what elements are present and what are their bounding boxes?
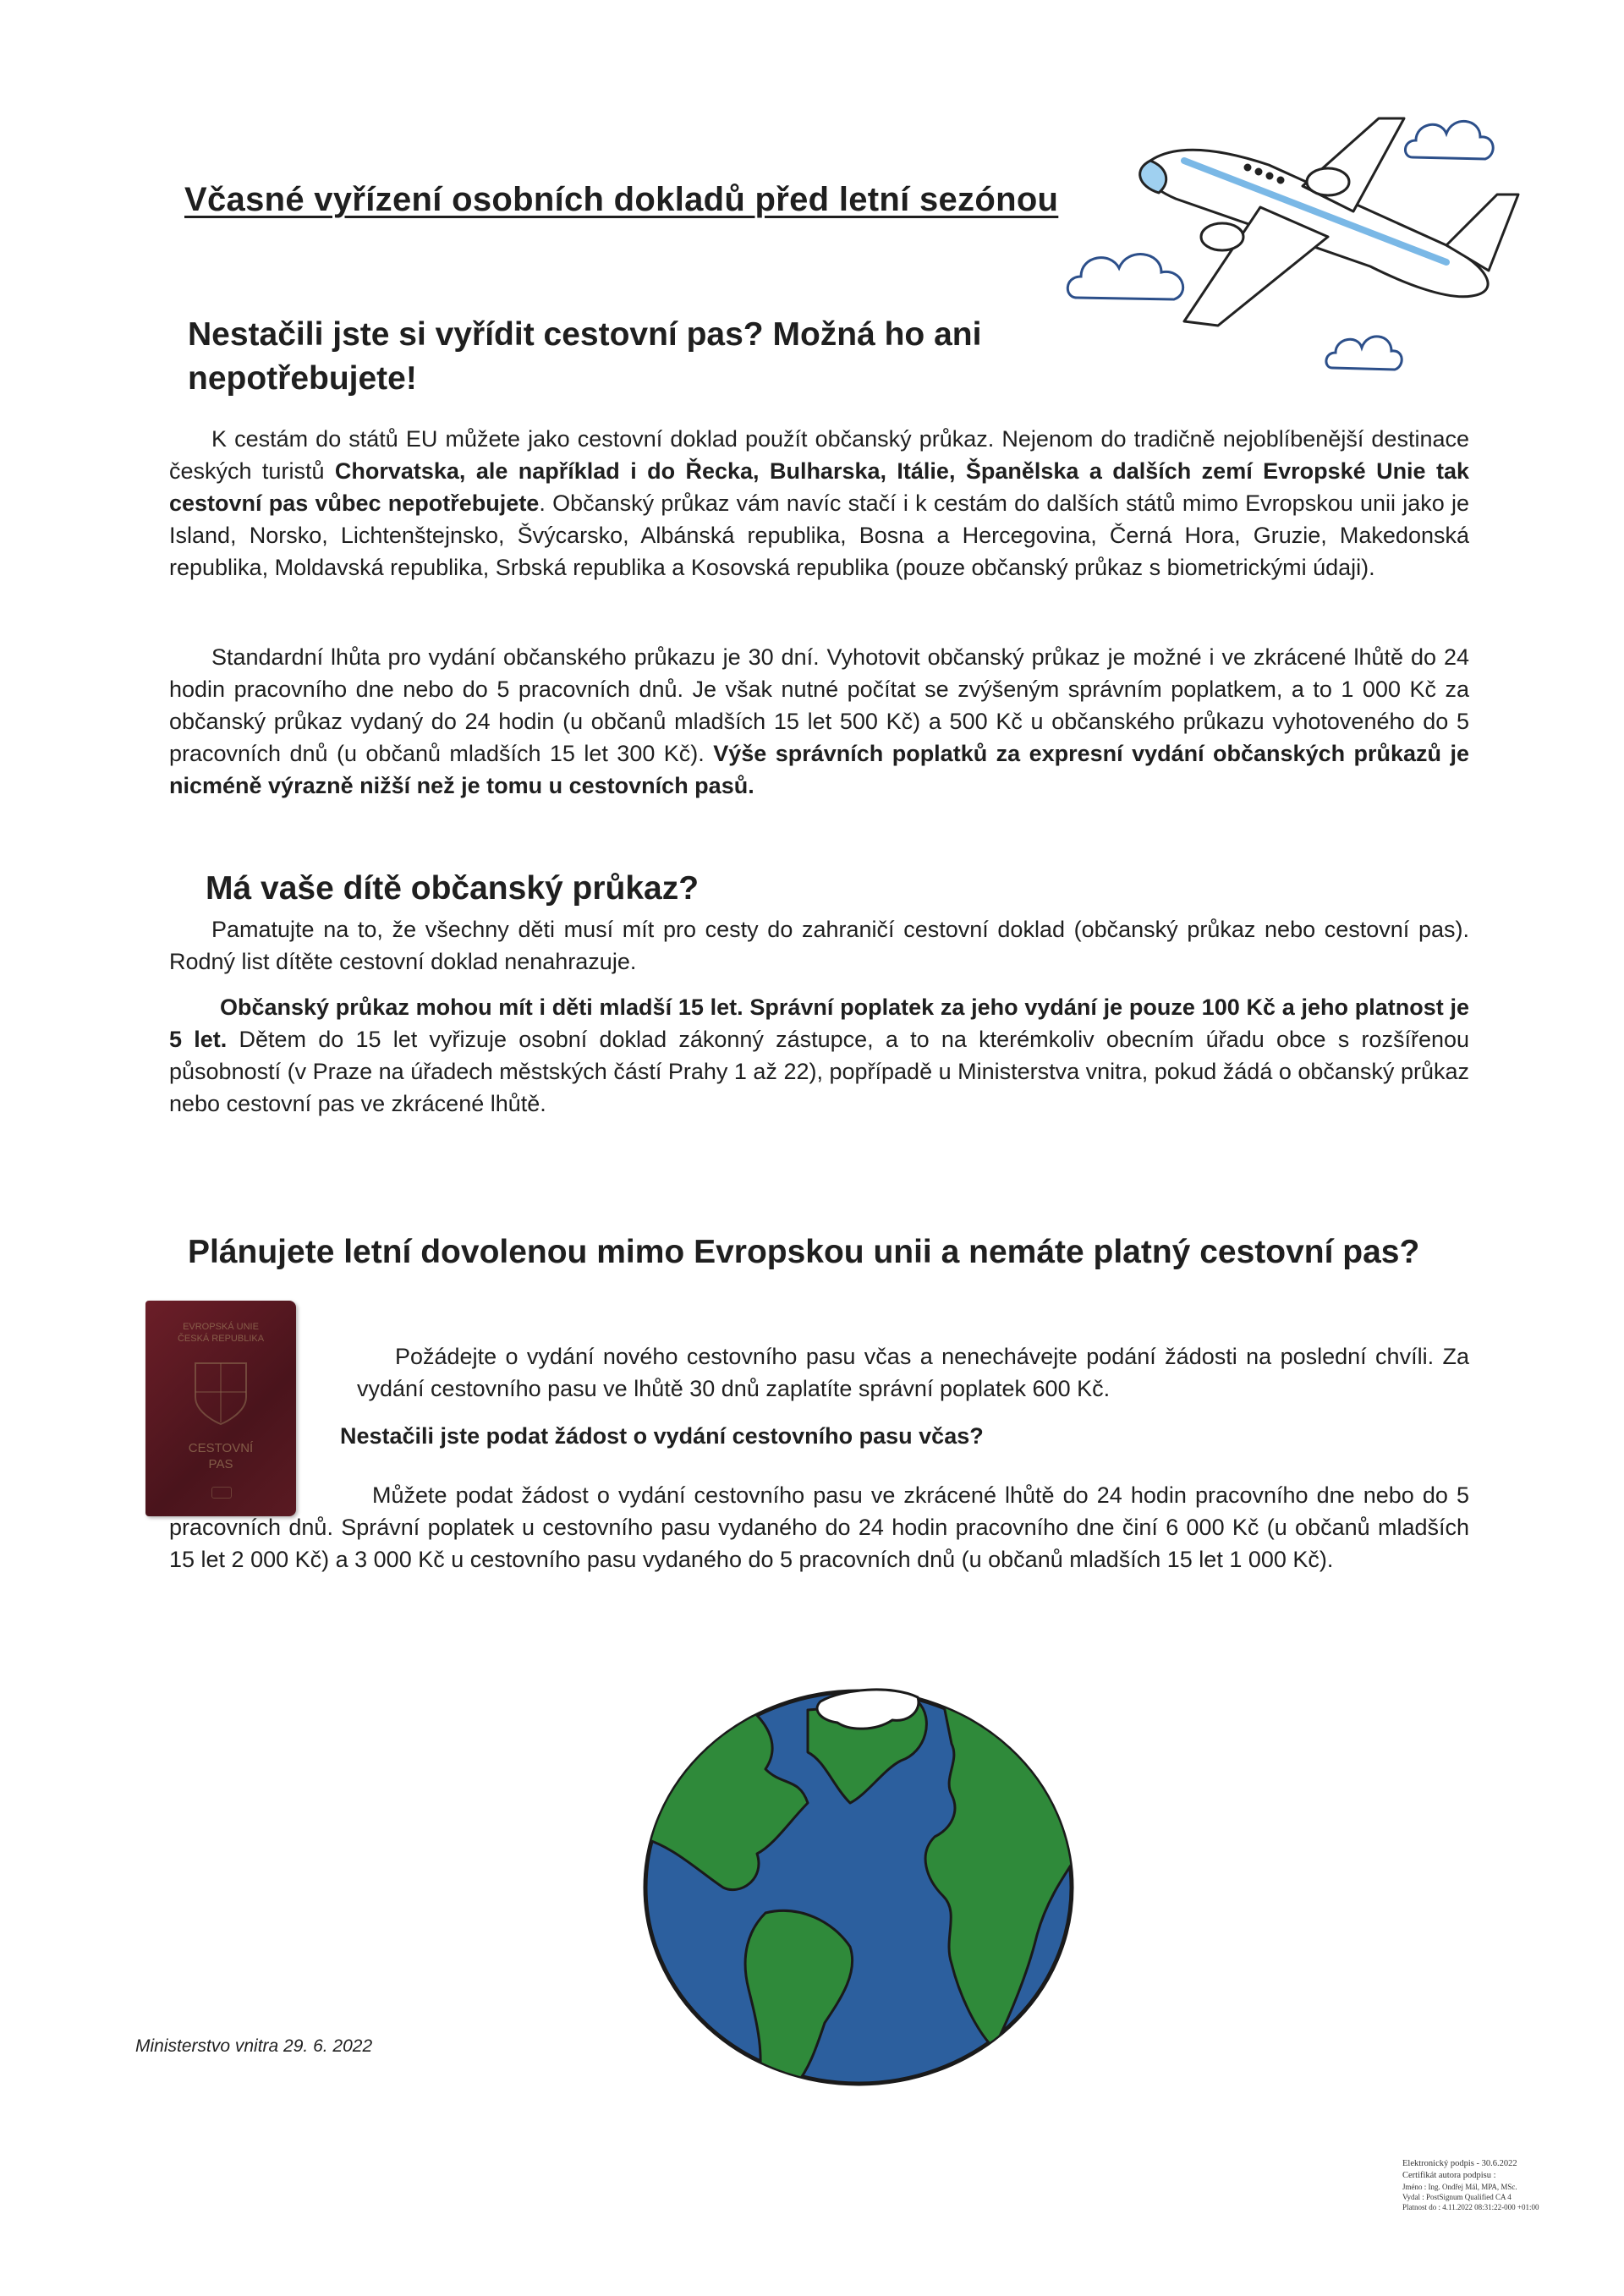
- signature-line: Certifikát autora podpisu :: [1402, 2171, 1496, 2180]
- paragraph: [169, 991, 1469, 1120]
- globe-illustration: [639, 1685, 1078, 2091]
- passport-text: CESTOVNÍ: [188, 1441, 254, 1455]
- signature-line: Platnost do : 4.11.2022 08:31:22-000 +01:00: [1402, 2203, 1539, 2211]
- footer-issuer-date: Ministerstvo vnitra 29. 6. 2022: [135, 2036, 373, 2056]
- cloud-icon: [1402, 108, 1495, 167]
- cloud-icon: [1324, 326, 1404, 376]
- paragraph-text: Standardní lhůta pro vydání občanského průkazu je 30 dní. Vyhotovit občanský průkaz je možné i ve zkrácené lhůtě do 24 hodin pracovního dne nebo do 5 pracovních dnů. Je však nutné počítat se zvýšeným správním poplatkem, a to 1 000 Kč za občanský průkaz vydaný do 24 hodin (u občanů mladších 15 let 500 Kč) a 500 Kč u občanského průkazu vyhotoveného do 5 pracovních dnů (u občanů mladších 15 let 300 Kč).: [169, 644, 1469, 766]
- signature-line: Jméno : Ing. Ondřej Mál, MPA, MSc.: [1402, 2183, 1517, 2191]
- paragraph-text: K cestám do států EU můžete jako cestovní doklad použít občanský průkaz. Nejenom do tradičně nejoblíbenější destinace českých turistů: [169, 426, 1469, 484]
- paragraph-emphasis: Občanský průkaz mohou mít i děti mladší 15 let. Správní poplatek za jeho vydání je pouze 100 Kč a jeho platnost je 5 let.: [169, 995, 1469, 1052]
- cloud-icon: [1064, 238, 1195, 310]
- paragraph-emphasis: Chorvatska, ale například i do Řecka, Bulharska, Itálie, Španělska a dalších zemí Evropské Unie tak cestovní pas vůbec nepotřebujete: [169, 458, 1469, 516]
- subheading: Nestačili jste podat žádost o vydání cestovního pasu včas?: [340, 1423, 984, 1449]
- paragraph: [169, 423, 1469, 584]
- section-heading-travel-outside-eu: Plánujete letní dovolenou mimo Evropskou unii a nemáte platný cestovní pas?: [188, 1234, 1420, 1270]
- coat-of-arms-icon: [192, 1360, 250, 1427]
- paragraph: Můžete podat žádost o vydání cestovního pasu ve zkrácené lhůtě do 24 hodin pracovního dne nebo do 5 pracovních dnů. Správní poplatek u cestovního pasu vydaného do 24 hodin pracovního dne činí 6 000 Kč (u občanů mladších 15 let 2 000 Kč) a 3 000 Kč u cestovního pasu vydaného do 5 pracovních dnů (u občanů mladších 15 let 1 000 Kč).: [169, 1482, 1469, 1572]
- paragraph-emphasis: Výše správních poplatků za expresní vydání občanských průkazů je nicméně výrazně nižší než je tomu u cestovních pasů.: [169, 741, 1469, 798]
- signature-line: Elektronický podpis - 30.6.2022: [1402, 2159, 1517, 2168]
- passport-text: PAS: [208, 1457, 233, 1471]
- signature-line: Vydal : PostSignum Qualified CA 4: [1402, 2193, 1512, 2201]
- paragraph: Pamatujte na to, že všechny děti musí mít pro cesty do zahraničí cestovní doklad (občanský průkaz nebo cestovní pas). Rodný list dítěte cestovní doklad nenahrazuje.: [169, 917, 1469, 974]
- paragraph-text: . Občanský průkaz vám navíc stačí i k cestám do dalších států mimo Evropskou unii jako je Island, Norsko, Lichtenštejnsko, Švýcarsko, Albánská republika, Bosna a Hercegovina, Černá Hora, Gruzie, Makedonská republika, Moldavská republika, Srbská republika a Kosovská republika (pouze občanský průkaz s biometrickými údaji).: [169, 490, 1470, 580]
- section-heading-passport-alternative: Nestačili jste si vyřídit cestovní pas? Možná ho ani nepotřebujete!: [188, 316, 982, 397]
- paragraph-text: Dětem do 15 let vyřizuje osobní doklad zákonný zástupce, a to na kterémkoliv obecním úřadu obce s rozšířenou působností (v Praze na úřadech městských částí Prahy 1 až 22), popřípadě u Ministerstva vnitra, pokud žádá o občanský průkaz nebo cestovní pas ve zkrácené lhůtě.: [169, 1027, 1470, 1116]
- passport-text: ČESKÁ REPUBLIKA: [177, 1334, 265, 1344]
- electronic-signature: [1402, 2158, 1539, 2212]
- paragraph: Požádejte o vydání nového cestovního pasu včas a nenechávejte podání žádosti na poslední chvíli. Za vydání cestovního pasu ve lhůtě 30 dnů zaplatíte správní poplatek 600 Kč.: [357, 1344, 1469, 1401]
- passport-text: EVROPSKÁ UNIE: [183, 1322, 259, 1332]
- section-heading-child-id: Má vaše dítě občanský průkaz?: [206, 870, 700, 907]
- paragraph: [169, 641, 1469, 802]
- page-title: Včasné vyřízení osobních dokladů před letní sezónou: [184, 181, 1059, 218]
